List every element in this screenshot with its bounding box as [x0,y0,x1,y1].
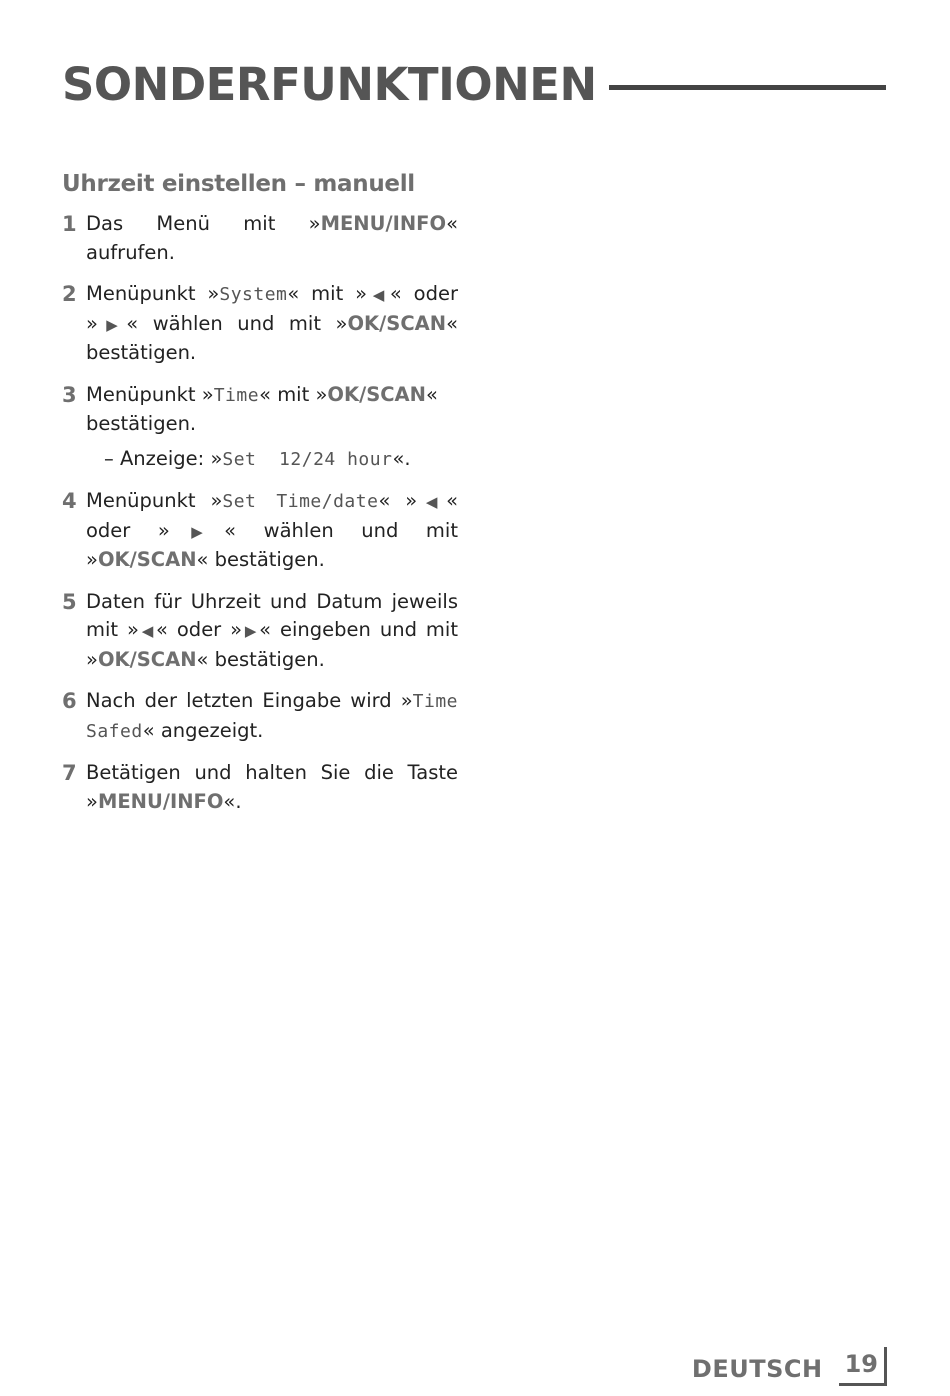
step-text: Menüpunkt »System« mit »◀« oder »▶« wählen und mit »OK/SCAN« bestätigen. [86,282,458,364]
step-4 [62,487,458,575]
step-6 [62,687,458,746]
step-number: 4 [62,489,77,513]
step-text: Menüpunkt »Time« mit »OK/SCAN« bestätigen. [86,382,438,435]
footer-language: DEUTSCH [691,1355,823,1383]
page-footer [692,1347,887,1386]
display-text: Set 12/24 hour [222,448,393,470]
step-5 [62,588,458,675]
step-2 [62,280,458,368]
key-label: OK/SCAN [97,548,197,571]
arrow-right-icon: ▶ [97,315,127,334]
display-text: Set Time/date [222,491,379,512]
content-column [62,166,458,829]
page-header [62,56,886,112]
step-number: 5 [62,589,77,614]
page-title: SONDERFUNKTIONEN [62,57,597,111]
step-number: 6 [62,689,77,713]
step-7 [62,759,458,816]
step-number: 2 [62,282,77,306]
arrow-left-icon: ◀ [417,493,447,511]
section-title: Uhrzeit einstellen – manuell [62,171,415,197]
key-label: MENU/INFO [97,789,224,813]
step-1 [62,210,458,267]
arrow-left-icon: ◀ [138,622,156,640]
display-text: Time Safed [86,691,458,742]
key-label: OK/SCAN [97,647,197,671]
arrow-right-icon: ▶ [242,622,260,640]
key-label: MENU/INFO [320,212,447,235]
step-number: 3 [62,382,77,407]
sub-step-display: – Anzeige: »Set 12/24 hour«. [104,446,411,470]
page-number: 19 [839,1347,887,1386]
display-text: Time [213,384,260,406]
title-rule [609,85,886,90]
key-label: OK/SCAN [347,311,447,335]
step-text: Betätigen und halten Sie die Taste »MENU/INFO«. [86,761,458,813]
arrow-right-icon: ▶ [169,522,225,541]
arrow-left-icon: ◀ [367,286,390,304]
step-text: Das Menü mit »MENU/INFO« aufrufen. [86,212,458,264]
step-text: Nach der letzten Eingabe wird »Time Safed« angezeigt. [86,689,458,742]
step-number: 1 [62,212,77,236]
step-3 [62,381,458,439]
key-label: OK/SCAN [327,382,426,406]
step-number: 7 [62,761,77,785]
step-text: Daten für Uhrzeit und Datum jeweils mit »◀« oder »▶« eingeben und mit »OK/SCAN« bestätigen. [86,589,458,671]
step-text: Menüpunkt »Set Time/date« »◀« oder »▶« wählen und mit »OK/SCAN« bestätigen. [86,489,458,571]
display-text: System [219,284,288,305]
